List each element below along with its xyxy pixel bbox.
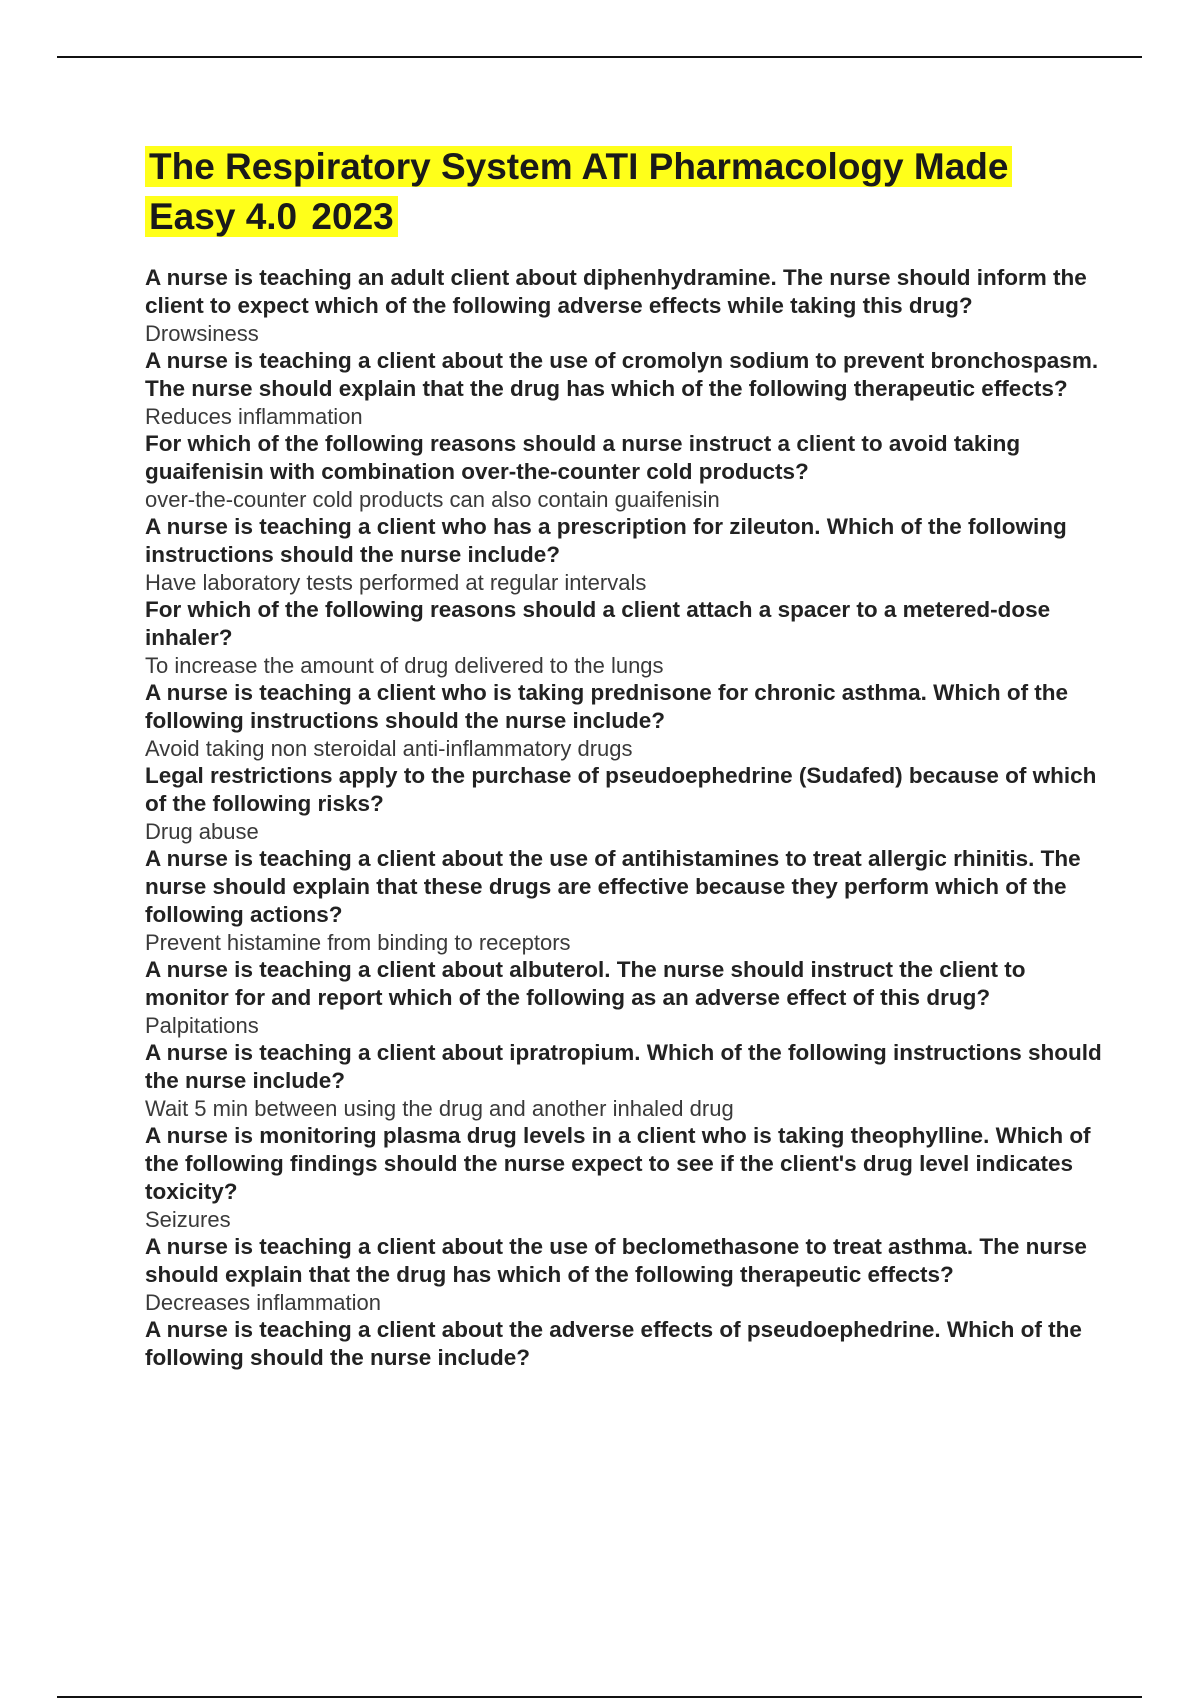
qa-item xyxy=(145,1316,1105,1372)
qa-item xyxy=(145,264,1105,347)
title-text: The Respiratory System ATI Pharmacology Made Easy 4.0 xyxy=(149,146,1009,237)
question-text: For which of the following reasons should a client attach a spacer to a metered-dose inhaler? xyxy=(145,597,1051,650)
qa-item xyxy=(145,679,1105,762)
answer-text: Reduces inflammation xyxy=(145,404,363,429)
question-text: A nurse is teaching a client who has a prescription for zileuton. Which of the following instructions should the nurse include? xyxy=(145,514,1067,567)
answer-text: Palpitations xyxy=(145,1013,259,1038)
question-text: A nurse is monitoring plasma drug levels in a client who is taking theophylline. Which of the following findings should the nurse expect to see if the client's drug level indicates toxicity? xyxy=(145,1123,1091,1204)
qa-item xyxy=(145,1039,1105,1122)
top-rule xyxy=(57,56,1142,58)
qa-list xyxy=(145,264,1105,1372)
question-text: A nurse is teaching an adult client about diphenhydramine. The nurse should inform the client to expect which of the following adverse effects while taking this drug? xyxy=(145,265,1087,318)
answer-text: Avoid taking non steroidal anti-inflammatory drugs xyxy=(145,736,633,761)
question-text: A nurse is teaching a client about albuterol. The nurse should instruct the client to monitor for and report which of the following as an adverse effect of this drug? xyxy=(145,957,1026,1010)
document-title xyxy=(145,142,1105,242)
question-text: A nurse is teaching a client about the adverse effects of pseudoephedrine. Which of the following should the nurse include? xyxy=(145,1317,1082,1370)
bottom-rule xyxy=(57,1696,1142,1698)
question-text: A nurse is teaching a client who is taking prednisone for chronic asthma. Which of the following instructions should the nurse include? xyxy=(145,680,1069,733)
answer-text: Decreases inflammation xyxy=(145,1290,381,1315)
title-year: 2023 xyxy=(311,196,394,237)
question-text: Legal restrictions apply to the purchase of pseudoephedrine (Sudafed) because of which of the following risks? xyxy=(145,763,1097,816)
answer-text: To increase the amount of drug delivered to the lungs xyxy=(145,653,664,678)
answer-text: Drug abuse xyxy=(145,819,259,844)
answer-text: over-the-counter cold products can also contain guaifenisin xyxy=(145,487,720,512)
qa-item xyxy=(145,845,1105,956)
question-text: A nurse is teaching a client about the use of antihistamines to treat allergic rhinitis. The nurse should explain that these drugs are effective because they perform which of the following actions? xyxy=(145,846,1081,927)
qa-item xyxy=(145,430,1105,513)
qa-item xyxy=(145,762,1105,845)
answer-text: Seizures xyxy=(145,1207,231,1232)
question-text: For which of the following reasons should a nurse instruct a client to avoid taking guaifenisin with combination over-the-counter cold products? xyxy=(145,431,1021,484)
question-text: A nurse is teaching a client about the use of beclomethasone to treat asthma. The nurse should explain that the drug has which of the following therapeutic effects? xyxy=(145,1234,1087,1287)
qa-item xyxy=(145,1122,1105,1233)
question-text: A nurse is teaching a client about the use of cromolyn sodium to prevent bronchospasm. The nurse should explain that the drug has which of the following therapeutic effects? xyxy=(145,348,1099,401)
qa-item xyxy=(145,596,1105,679)
answer-text: Wait 5 min between using the drug and another inhaled drug xyxy=(145,1096,734,1121)
qa-item xyxy=(145,347,1105,430)
qa-item xyxy=(145,956,1105,1039)
answer-text: Have laboratory tests performed at regular intervals xyxy=(145,570,647,595)
answer-text: Drowsiness xyxy=(145,321,259,346)
document-body xyxy=(145,142,1105,1372)
answer-text: Prevent histamine from binding to receptors xyxy=(145,930,571,955)
question-text: A nurse is teaching a client about ipratropium. Which of the following instructions should the nurse include? xyxy=(145,1040,1102,1093)
qa-item xyxy=(145,513,1105,596)
qa-item xyxy=(145,1233,1105,1316)
